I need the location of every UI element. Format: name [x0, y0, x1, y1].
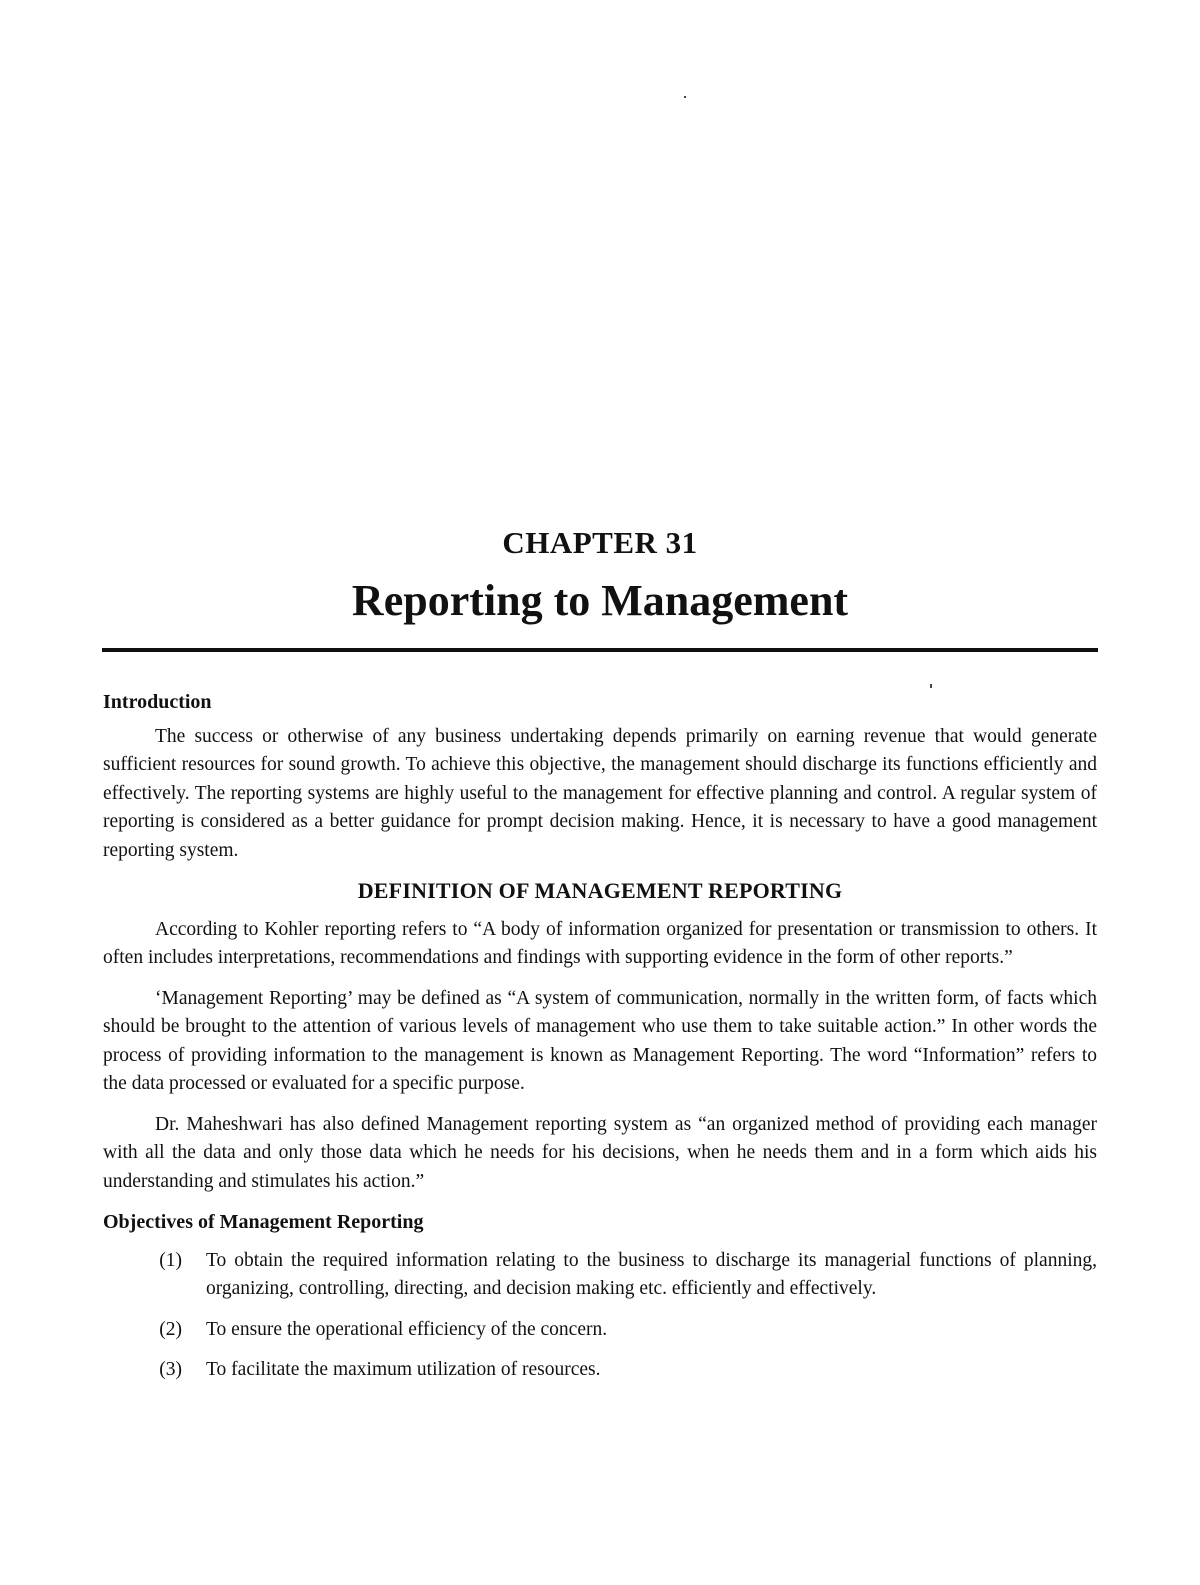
- chapter-title: Reporting to Management: [351, 576, 849, 625]
- objective-item: [103, 1316, 1097, 1345]
- objective-number: (3): [159, 1359, 182, 1380]
- chapter-body: [103, 688, 1097, 1397]
- objectives-heading: Objectives of Management Reporting: [103, 1211, 424, 1233]
- objective-item: [103, 1247, 1097, 1304]
- objective-number: (2): [159, 1318, 182, 1340]
- objective-item: [103, 1356, 1097, 1385]
- definition-paragraph-management-reporting: ‘Management Reporting’ may be defined as “A system of communication, normally in the written form, of facts which should be brought to the attention of various levels of management who use them to take suitable action.” In other words the process of providing information to the management is known as Management Reporting. The word “Information” refers to the data processed or evaluated for a specific purpose.: [103, 987, 1097, 1094]
- definition-paragraph-maheshwari: Dr. Maheshwari has also defined Management reporting system as “an organized method of providing each manager with all the data and only those data which he needs for his decisions, when he needs them and in a form which aids his understanding and stimulates his action.”: [103, 1113, 1097, 1192]
- scan-speck: [684, 96, 686, 98]
- objective-text: To facilitate the maximum utilization of resources.: [206, 1359, 601, 1380]
- objectives-list: [103, 1247, 1097, 1385]
- objective-text: To ensure the operational efficiency of the concern.: [206, 1318, 608, 1340]
- definition-paragraph-kohler: According to Kohler reporting refers to “A body of information organized for presentation or transmission to others. It often includes interpretations, recommendations and findings with supporting evidence in the form of other reports.”: [103, 918, 1097, 968]
- objective-number: (1): [159, 1249, 182, 1271]
- chapter-number: CHAPTER 31: [502, 525, 698, 560]
- objective-text: To obtain the required information relating to the business to discharge its managerial functions of planning, organizing, controlling, directing, and decision making etc. efficiently and effectively.: [206, 1249, 1097, 1299]
- introduction-paragraph: The success or otherwise of any business undertaking depends primarily on earning revenue that would generate sufficient resources for sound growth. To achieve this objective, the management should discharge its functions efficiently and effectively. The reporting systems are highly useful to the management for effective planning and control. A regular system of reporting is considered as a better guidance for prompt decision making. Hence, it is necessary to have a good management reporting system.: [103, 725, 1097, 861]
- title-rule: [102, 648, 1098, 652]
- introduction-heading: Introduction: [103, 691, 212, 713]
- definition-heading: DEFINITION OF MANAGEMENT REPORTING: [357, 878, 843, 903]
